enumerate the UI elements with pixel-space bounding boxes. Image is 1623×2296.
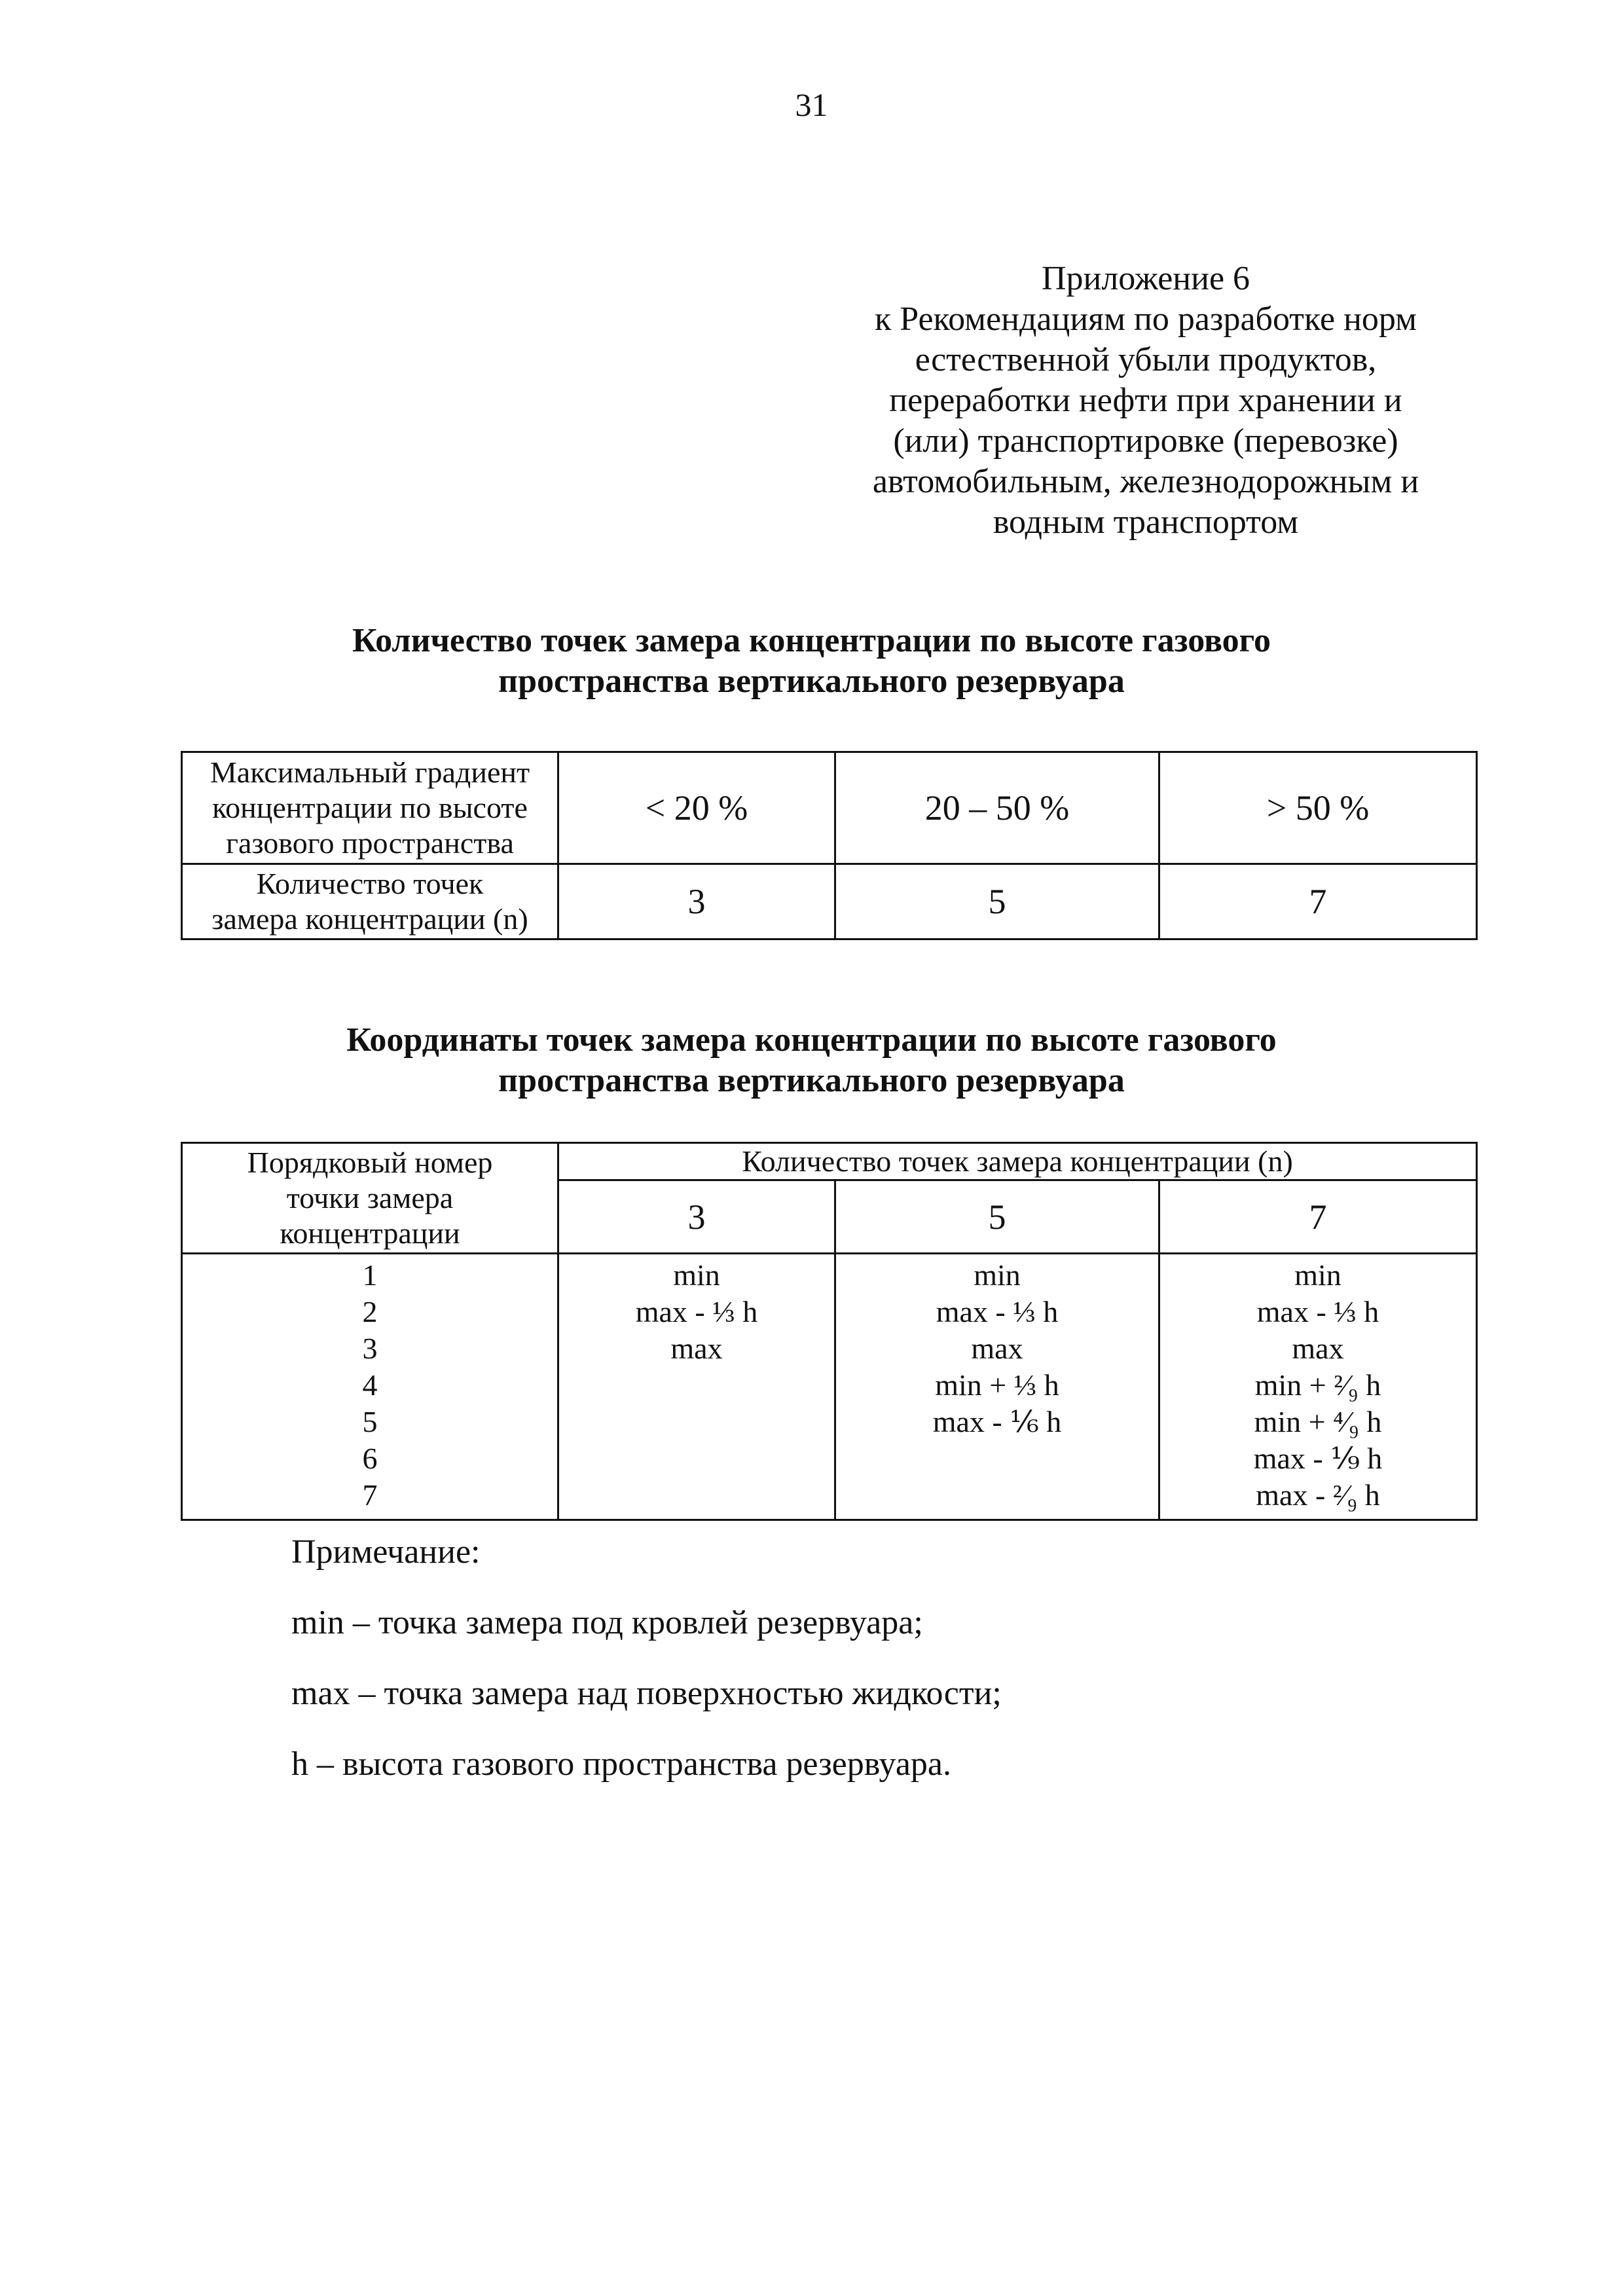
row-number: 2 [362,1295,378,1328]
appendix-line: (или) транспортировке (перевозке) [893,422,1398,460]
header-line: точки замера [286,1181,454,1214]
header-line: Порядковый номер [247,1146,493,1179]
note-item: min – точка замера под кровлей резервуара; [291,1604,923,1641]
table-header-cell: 7 [1159,1180,1477,1254]
cell-label-line: Максимальный градиент [210,756,530,789]
coordinate-value: max [971,1332,1023,1365]
table-cell: 5 [835,864,1159,939]
appendix-line: Приложение 6 [1041,260,1250,297]
note-item: max – точка замера над поверхностью жидкости; [291,1675,1002,1712]
appendix-line: переработки нефти при хранении и [889,382,1402,419]
appendix-line: водным транспортом [993,503,1299,541]
points-coordinates-table [181,1142,1478,1521]
col3-cell [558,1254,835,1520]
table-cell: 20 – 50 % [835,752,1159,864]
row-number: 7 [362,1478,378,1512]
row-number: 6 [362,1442,378,1475]
table-cell: 3 [558,864,835,939]
table-header-row [182,1143,1477,1180]
row-number: 4 [362,1368,378,1402]
coordinate-value: min [974,1258,1021,1292]
table-header-cell: 3 [558,1180,835,1254]
coordinate-value: max - ⅑ h [1253,1442,1383,1475]
notes [291,1532,1002,1815]
appendix-line: к Рекомендациям по разработке норм [874,301,1417,338]
coordinate-value: min + ⁴⁄₉ h [1254,1405,1382,1438]
row-number: 5 [362,1405,378,1438]
coordinate-value: min [1294,1258,1341,1292]
table-row [182,1254,1477,1520]
table-cell: 7 [1159,864,1477,939]
table-cell: > 50 % [1159,752,1477,864]
coordinate-value: max - ²⁄₉ h [1256,1478,1380,1512]
row-number: 1 [362,1258,378,1292]
coordinate-value: min [673,1258,720,1292]
table-row [182,864,1477,939]
cell-label-line: замера концентрации (n) [211,902,528,936]
table2-title [0,1020,1623,1101]
cell-label-line: Количество точек [256,867,484,900]
table-header-cell [182,1143,558,1254]
col7-cell [1159,1254,1477,1520]
table-cell: < 20 % [558,752,835,864]
note-item: h – высота газового пространства резервуара. [291,1745,952,1783]
table-header-cell: 5 [835,1180,1159,1254]
coordinate-value: max [1292,1332,1344,1365]
coordinate-value: max - ⅓ h [635,1295,758,1328]
cell-label-line: концентрации по высоте [212,791,528,824]
page-number: 31 [795,86,828,123]
table1-title [0,621,1623,702]
table-cell-label [182,752,558,864]
col5-cell [835,1254,1159,1520]
cell-label-line: газового пространства [226,826,514,860]
coordinate-value: min + ²⁄₉ h [1254,1368,1381,1402]
coordinate-value: min + ⅓ h [935,1368,1059,1402]
table2-title-line: Координаты точек замера концентрации по высоте газового [346,1021,1277,1059]
points-count-table [181,751,1478,940]
coordinate-value: max [670,1332,723,1365]
appendix-line: естественной убыли продуктов, [915,341,1377,378]
table-cell-label [182,864,558,939]
table1-title-line: пространства вертикального резервуара [498,663,1125,700]
notes-heading: Примечание: [291,1533,481,1571]
row-numbers-cell [182,1254,558,1520]
coordinate-value: max - ⅓ h [1256,1295,1379,1328]
row-number: 3 [362,1332,378,1365]
table2-title-line: пространства вертикального резервуара [498,1062,1125,1099]
table-row [182,752,1477,864]
table1-title-line: Количество точек замера концентрации по высоте газового [352,622,1271,659]
appendix-header [812,259,1480,543]
coordinate-value: max - ⅓ h [936,1295,1059,1328]
table-header-group: Количество точек замера концентрации (n) [558,1143,1477,1180]
appendix-line: автомобильным, железнодорожным и [872,463,1419,500]
header-line: концентрации [280,1216,460,1250]
coordinate-value: max - ⅙ h [932,1405,1062,1438]
